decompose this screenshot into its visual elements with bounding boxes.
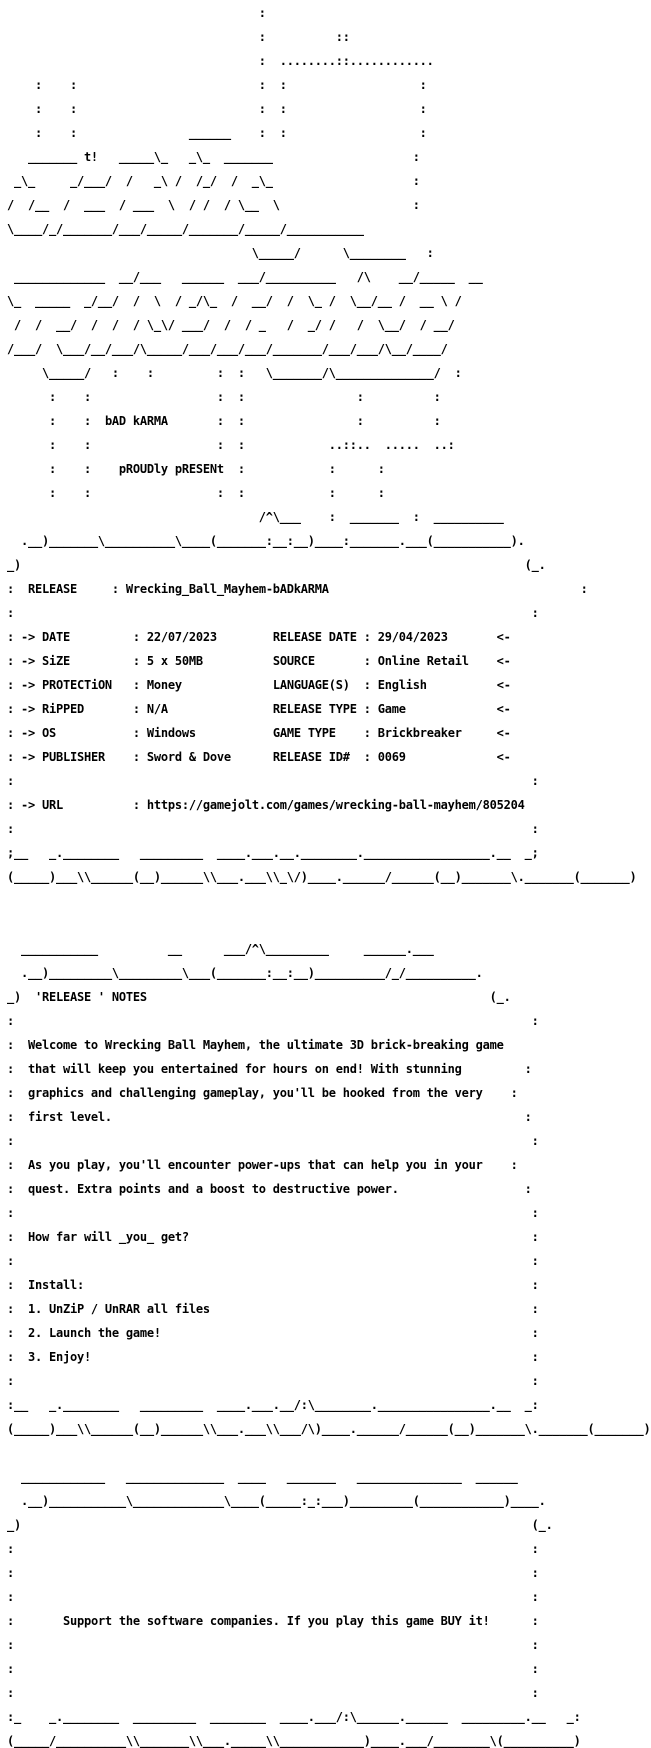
border-line <box>7 895 651 907</box>
footer-message: Support the software companies. If you play this game BUY it! <box>62 1614 490 1628</box>
release-title: Wrecking_Ball_Mayhem-bADkARMA <box>125 582 329 596</box>
ascii-art-line: /___/ \___/__/___/\_____/___/___/___/_______/___/___/\__/____/ <box>7 342 448 356</box>
notes-line: : Install: : <box>7 1278 539 1292</box>
ascii-art-line: \_ _____ _/__/ / \ / _/\_ / __/ / \_ / \__/__ / __ \ / <box>7 294 462 308</box>
info-row: : -> SiZE : 5 x 50MB SOURCE : Online Retail <- <box>7 654 511 668</box>
notes-heading: 'RELEASE ' NOTES <box>34 990 147 1004</box>
border-line: /^\___ : _______ : __________ <box>7 510 504 524</box>
ascii-art-line: _______ t! _____\_ _\_ _______ : <box>7 150 420 164</box>
border-line: :_ _.________ _________ ________ ____.___/:\______.______ _________.__ _: <box>7 1710 581 1724</box>
notes-line: : As you play, you'll encounter power-ups that can help you in your : <box>7 1158 518 1172</box>
info-row: : RELEASE : Wrecking_Ball_Mayhem-bADkARMA : <box>7 582 588 596</box>
notes-line: : first level. : <box>7 1110 532 1124</box>
border-line: .__)_________\_________\___(_______:__:__)__________/_/__________. <box>7 966 483 980</box>
notes-line: : : <box>7 1206 539 1220</box>
ascii-art-line: / / __/ / / / \_\/ ___/ / / _ / _/ / / \__/ / __/ <box>7 318 455 332</box>
border-line: : : <box>7 1566 539 1580</box>
info-row: : : <box>7 606 539 620</box>
footer-line: : Support the software companies. If you play this game BUY it! : <box>7 1614 539 1628</box>
border-line: : : <box>7 1662 539 1676</box>
border-line: (_____/__________\\_______\\___._____\\____________)____.___/________\(__________) <box>7 1734 581 1748</box>
ascii-art-line: \____/_/_______/___/_____/_______/_____/___________ <box>7 222 364 236</box>
border-line: : : <box>7 1638 539 1652</box>
ascii-art-line: : : : : : <box>7 78 427 92</box>
notes-line: : 1. UnZiP / UnRAR all files : <box>7 1302 539 1316</box>
game-url: https://gamejolt.com/games/wrecking-ball-mayhem/805204 <box>146 798 525 812</box>
border-line: (_____)___\\______(__)______\\___.___\\___/\)____.______/______(__)_______\._______(_______) <box>7 1422 651 1436</box>
ascii-art-line: \_____/ \________ : <box>7 246 434 260</box>
border-line <box>7 919 651 931</box>
ascii-art-line: : : pROUDly pRESENt : : : <box>7 462 385 476</box>
info-row: : -> OS : Windows GAME TYPE : Brickbreaker <- <box>7 726 511 740</box>
notes-line: : quest. Extra points and a boost to destructive power. : <box>7 1182 532 1196</box>
notes-line: : graphics and challenging gameplay, you'll be hooked from the very : <box>7 1086 518 1100</box>
border-line: ____________ ______________ ____ _______ _______________ ______ <box>7 1470 518 1484</box>
info-row: : : <box>7 774 539 788</box>
ascii-art-line: : : : : : : <box>7 486 385 500</box>
border-line: ;__ _.________ _________ ____.___.__.________.__________________.__ _; <box>7 846 539 860</box>
border-line: (_____)___\\______(__)______\\___.___\\_\/)____.______/______(__)_______\._______(_______) <box>7 870 637 884</box>
border-line: : : <box>7 1374 539 1388</box>
border-line: :__ _.________ _________ ____.___.__/:\________.________________.__ _: <box>7 1398 539 1412</box>
ascii-art-line: : : : : : : <box>7 390 441 404</box>
border-line: .__)___________\_____________\____(_____:_:___)_________(____________)____. <box>7 1494 546 1508</box>
ascii-art-line: : <box>7 6 266 20</box>
border-line: ___________ __ ___/^\_________ ______.___ <box>7 942 434 956</box>
border-line <box>7 1447 651 1459</box>
ascii-art-line: : : : : : <box>7 102 427 116</box>
notes-line: : 3. Enjoy! : <box>7 1350 539 1364</box>
ascii-art-line: : : ______ : : : <box>7 126 427 140</box>
presents-text: pROUDly pRESENt <box>118 462 224 476</box>
border-line: : : <box>7 822 539 836</box>
border-line: _) (_. <box>7 1518 553 1532</box>
notes-line: : : <box>7 1134 539 1148</box>
info-row: : -> PUBLISHER : Sword & Dove RELEASE ID# : 0069 <- <box>7 750 511 764</box>
border-line: .__)_______\__________\____(_______:__:__)____:_______.___(___________). <box>7 534 525 548</box>
border-line: : : <box>7 1542 539 1556</box>
info-row: : -> RiPPED : N/A RELEASE TYPE : Game <- <box>7 702 511 716</box>
ascii-art-line: : : bAD kARMA : : : : <box>7 414 441 428</box>
ascii-art-line: : ........::............ <box>7 54 434 68</box>
border-line: : : <box>7 1686 539 1700</box>
group-name: bAD kARMA <box>104 414 168 428</box>
notes-line: : 2. Launch the game! : <box>7 1326 539 1340</box>
ascii-art-line: \_____/ : : : : \_______/\______________/ : <box>7 366 462 380</box>
border-line: : : <box>7 1590 539 1604</box>
notes-line: : How far will _you_ get? : <box>7 1230 539 1244</box>
border-line: _) (_. <box>7 558 546 572</box>
ascii-art-line: _____________ __/___ ______ ___/__________ /\ __/_____ __ <box>7 270 483 284</box>
notes-line: : that will keep you entertained for hours on end! With stunning : <box>7 1062 532 1076</box>
ascii-art-line: _\_ _/___/ / _\ / /_/ / _\_ : <box>7 174 420 188</box>
notes-line: : Welcome to Wrecking Ball Mayhem, the ultimate 3D brick-breaking game <box>7 1038 504 1052</box>
info-row: : -> URL : https://gamejolt.com/games/wrecking-ball-mayhem/805204 <box>7 798 525 812</box>
info-row: : -> PROTECTiON : Money LANGUAGE(S) : English <- <box>7 678 511 692</box>
info-row: : -> DATE : 22/07/2023 RELEASE DATE : 29/04/2023 <- <box>7 630 511 644</box>
ascii-art-line: : : : : ..::.. ..... ..: <box>7 438 455 452</box>
notes-line: : : <box>7 1254 539 1268</box>
ascii-art-line: : :: <box>7 30 350 44</box>
nfo-document <box>7 7 651 1747</box>
border-line: : : <box>7 1014 539 1028</box>
ascii-art-line: / /__ / ___ / ___ \ / / / \__ \ : <box>7 198 420 212</box>
notes-heading-line: _) 'RELEASE ' NOTES (_. <box>7 990 511 1004</box>
